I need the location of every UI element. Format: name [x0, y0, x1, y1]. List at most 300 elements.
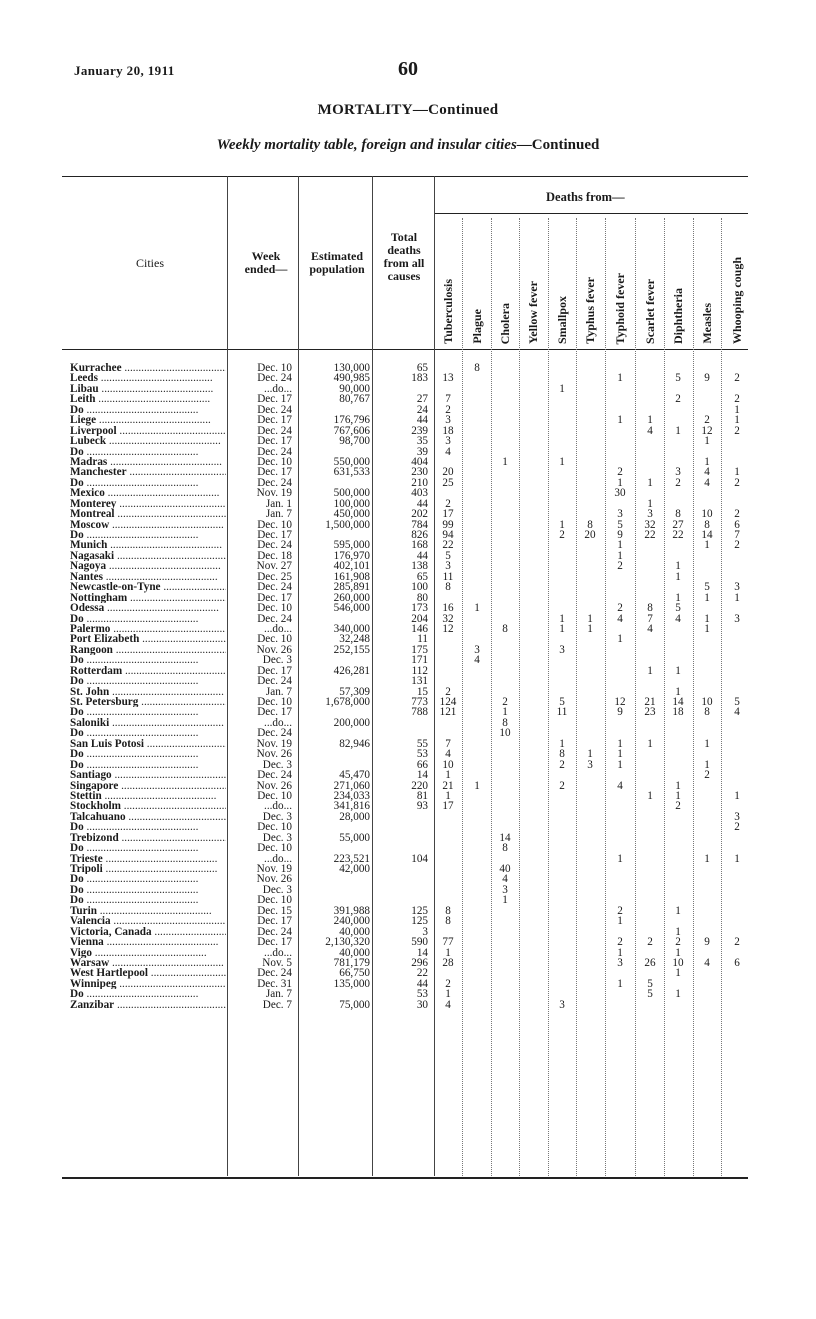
cell-city: Liege ..... — [70, 415, 226, 425]
cell-deaths: 1 — [559, 518, 565, 531]
cell-population: 223,521 — [333, 852, 370, 865]
cell-deaths: 1 — [474, 779, 480, 792]
cell-city: Montreal ..... — [70, 509, 226, 519]
table-row — [0, 843, 816, 853]
cell-total-deaths: 788 — [411, 706, 428, 719]
cell-deaths: 1 — [734, 403, 740, 416]
cell-deaths: 22 — [442, 539, 454, 552]
table-row — [0, 603, 816, 613]
cell-city: Do ..... — [70, 614, 226, 624]
cell-deaths: 2 — [704, 769, 710, 782]
cell-deaths: 1 — [617, 539, 623, 552]
cell-deaths: 6 — [734, 956, 740, 969]
cell-week-ended: Dec. 3 — [262, 758, 292, 771]
cell-deaths: 2 — [734, 508, 740, 521]
cell-deaths: 3 — [734, 581, 740, 594]
table-row — [0, 906, 816, 916]
cell-deaths: 2 — [734, 393, 740, 406]
cell-deaths: 1 — [704, 737, 710, 750]
table-row — [0, 958, 816, 968]
cell-deaths: 1 — [617, 633, 623, 646]
col-header-disease: Yellow fever — [526, 281, 540, 344]
cell-week-ended: ...do... — [264, 946, 292, 959]
cell-total-deaths: 404 — [411, 455, 428, 468]
cell-week-ended: Dec. 24 — [257, 403, 292, 416]
cell-deaths: 2 — [734, 476, 740, 489]
cell-deaths: 2 — [734, 539, 740, 552]
cell-city: Port Elizabeth ..... — [70, 634, 226, 644]
cell-deaths: 2 — [617, 466, 623, 479]
cell-population: 98,700 — [339, 435, 370, 448]
cell-population: 341,816 — [333, 800, 370, 813]
col-header-disease: Typhus fever — [583, 277, 597, 344]
cell-week-ended: Dec. 24 — [257, 925, 292, 938]
table-row — [0, 551, 816, 561]
cell-deaths: 1 — [675, 967, 681, 980]
cell-population: 57,309 — [339, 685, 370, 698]
cell-deaths: 8 — [502, 842, 508, 855]
cell-deaths: 12 — [442, 622, 454, 635]
cell-week-ended: Dec. 24 — [257, 967, 292, 980]
cell-deaths: 5 — [675, 602, 681, 615]
cell-deaths: 1 — [502, 455, 508, 468]
table-row — [0, 864, 816, 874]
cell-week-ended: Dec. 24 — [257, 727, 292, 740]
cell-week-ended: Dec. 31 — [257, 977, 292, 990]
table-subtitle — [0, 137, 816, 154]
cell-deaths: 1 — [704, 455, 710, 468]
cell-deaths: 1 — [734, 414, 740, 427]
cell-week-ended: Nov. 26 — [256, 779, 292, 792]
cell-deaths: 2 — [675, 936, 681, 949]
cell-population: 550,000 — [333, 455, 370, 468]
cell-week-ended: Jan. 7 — [265, 508, 292, 521]
cell-total-deaths: 590 — [411, 936, 428, 949]
cell-city: Palermo ..... — [70, 624, 226, 634]
cell-city: Lubeck ..... — [70, 436, 226, 446]
cell-population: 781,179 — [333, 956, 370, 969]
cell-city: Talcahuano ..... — [70, 812, 226, 822]
cell-deaths: 4 — [617, 779, 623, 792]
table-bottom-rule — [62, 1177, 748, 1179]
cell-city: Saloniki ..... — [70, 718, 226, 728]
table-row — [0, 467, 816, 477]
table-row — [0, 593, 816, 603]
cell-week-ended: Dec. 17 — [257, 591, 292, 604]
cell-week-ended: Dec. 10 — [257, 821, 292, 834]
cell-deaths: 25 — [442, 476, 454, 489]
cell-week-ended: Dec. 10 — [257, 696, 292, 708]
cell-city: Madras ..... — [70, 457, 226, 467]
cell-city: Do ..... — [70, 478, 226, 488]
deaths-from-rule — [434, 213, 748, 214]
cell-population: 40,000 — [339, 946, 370, 959]
cell-deaths: 6 — [734, 518, 740, 531]
cell-city: Nantes ..... — [70, 572, 226, 582]
cell-deaths: 4 — [704, 956, 710, 969]
cell-deaths: 1 — [675, 988, 681, 1001]
table-body — [0, 363, 816, 1010]
cell-deaths: 2 — [675, 476, 681, 489]
cell-population: 1,678,000 — [325, 696, 370, 708]
cell-city: Rangoon ..... — [70, 645, 226, 655]
cell-deaths: 2 — [445, 977, 451, 990]
cell-deaths: 1 — [617, 977, 623, 990]
cell-deaths: 7 — [647, 612, 653, 625]
cell-population: 90,000 — [339, 382, 370, 395]
cell-total-deaths: 65 — [416, 570, 428, 583]
cell-deaths: 3 — [445, 435, 451, 448]
cell-city: Turin ..... — [70, 906, 226, 916]
cell-population: 500,000 — [333, 487, 370, 500]
cell-population: 55,000 — [339, 831, 370, 844]
cell-week-ended: Dec. 17 — [257, 529, 292, 541]
cell-total-deaths: 210 — [411, 476, 428, 489]
cell-population: 2,130,320 — [325, 936, 370, 949]
cell-city: Tripoli ..... — [70, 864, 226, 874]
cell-deaths: 4 — [445, 445, 451, 458]
cell-deaths: 1 — [559, 612, 565, 625]
cell-city: Moscow ..... — [70, 520, 226, 530]
cell-week-ended: Nov. 19 — [256, 737, 292, 750]
cell-city: Trieste ..... — [70, 854, 226, 864]
cell-week-ended: Dec. 24 — [257, 424, 292, 437]
col-header-total: Total deaths from all causes — [383, 230, 425, 283]
cell-city: Rotterdam ..... — [70, 666, 226, 676]
table-row — [0, 770, 816, 780]
cell-week-ended: Nov. 27 — [256, 560, 292, 573]
table-row — [0, 645, 816, 655]
cell-week-ended: Dec. 10 — [257, 633, 292, 646]
cell-week-ended: Dec. 3 — [262, 654, 292, 667]
table-row — [0, 728, 816, 738]
cell-week-ended: Dec. 17 — [257, 664, 292, 677]
cell-deaths: 1 — [559, 737, 565, 750]
cell-week-ended: Nov. 19 — [256, 863, 292, 875]
cell-deaths: 1 — [445, 769, 451, 782]
table-top-rule — [62, 176, 748, 177]
cell-deaths: 1 — [675, 424, 681, 437]
cell-total-deaths: 239 — [411, 424, 428, 437]
cell-deaths: 1 — [704, 612, 710, 625]
cell-deaths: 18 — [672, 706, 684, 719]
cell-deaths: 1 — [617, 372, 623, 385]
table-row — [0, 561, 816, 571]
table-row — [0, 687, 816, 697]
cell-city: Do ..... — [70, 655, 226, 665]
table-row — [0, 801, 816, 811]
cell-deaths: 23 — [644, 706, 656, 719]
table-row — [0, 676, 816, 686]
cell-deaths: 1 — [675, 779, 681, 792]
table-row — [0, 394, 816, 404]
cell-deaths: 8 — [445, 904, 451, 917]
cell-week-ended: ...do... — [264, 852, 292, 865]
cell-deaths: 1 — [675, 789, 681, 802]
cell-total-deaths: 131 — [411, 675, 428, 688]
cell-deaths: 99 — [442, 518, 454, 531]
table-row — [0, 833, 816, 843]
cell-total-deaths: 230 — [411, 466, 428, 479]
cell-total-deaths: 403 — [411, 487, 428, 500]
cell-population: 252,155 — [333, 643, 370, 656]
cell-population: 66,750 — [339, 967, 370, 980]
cell-deaths: 4 — [734, 706, 740, 719]
cell-city: Do ..... — [70, 989, 226, 999]
page-date: January 20, 1911 — [74, 63, 175, 78]
table-row — [0, 384, 816, 394]
table-row — [0, 488, 816, 498]
cell-week-ended: Dec. 10 — [257, 894, 292, 907]
table-row — [0, 530, 816, 540]
cell-week-ended: Dec. 17 — [257, 414, 292, 427]
cell-total-deaths: 15 — [416, 685, 428, 698]
cell-week-ended: Dec. 10 — [257, 789, 292, 802]
cell-city: Do ..... — [70, 530, 226, 540]
cell-week-ended: Dec. 24 — [257, 769, 292, 782]
cell-week-ended: Dec. 10 — [257, 842, 292, 855]
cell-deaths: 12 — [701, 424, 713, 437]
cell-deaths: 9 — [704, 936, 710, 949]
cell-deaths: 3 — [617, 508, 623, 521]
cell-deaths: 11 — [442, 570, 454, 583]
cell-population: 45,470 — [339, 769, 370, 782]
cell-deaths: 3 — [559, 643, 565, 656]
cell-deaths: 2 — [734, 821, 740, 834]
cell-deaths: 3 — [502, 883, 508, 896]
cell-city: Do ..... — [70, 822, 226, 832]
cell-city: Leeds ..... — [70, 373, 226, 383]
cell-deaths: 1 — [559, 455, 565, 468]
table-row — [0, 478, 816, 488]
cell-deaths: 1 — [675, 685, 681, 698]
cell-total-deaths: 44 — [416, 977, 428, 990]
cell-week-ended: Dec. 3 — [262, 810, 292, 823]
cell-deaths: 3 — [559, 998, 565, 1011]
cell-city: Libau ..... — [70, 384, 226, 394]
table-row — [0, 812, 816, 822]
table-row — [0, 666, 816, 676]
cell-total-deaths: 53 — [416, 988, 428, 1001]
cell-deaths: 20 — [442, 466, 454, 479]
table-row — [0, 968, 816, 978]
table-row — [0, 927, 816, 937]
cell-deaths: 17 — [442, 508, 454, 521]
table-row — [0, 707, 816, 717]
cell-week-ended: ...do... — [264, 622, 292, 635]
cell-city: St. Petersburg ..... — [70, 697, 226, 707]
cell-city: Winnipeg ..... — [70, 979, 226, 989]
cell-deaths: 8 — [502, 622, 508, 635]
cell-week-ended: Dec. 18 — [257, 549, 292, 562]
table-row — [0, 520, 816, 530]
cell-city: Stockholm ..... — [70, 801, 226, 811]
cell-population: 176,970 — [333, 549, 370, 562]
cell-deaths: 14 — [499, 831, 511, 844]
table-row — [0, 989, 816, 999]
table-row — [0, 749, 816, 759]
cell-total-deaths: 44 — [416, 549, 428, 562]
cell-week-ended: Nov. 26 — [256, 643, 292, 656]
cell-total-deaths: 183 — [411, 372, 428, 385]
cell-population: 285,891 — [333, 581, 370, 594]
cell-deaths: 2 — [734, 372, 740, 385]
cell-population: 240,000 — [333, 915, 370, 928]
table-row — [0, 760, 816, 770]
cell-deaths: 1 — [734, 466, 740, 479]
cell-deaths: 3 — [647, 508, 653, 521]
cell-deaths: 4 — [445, 998, 451, 1011]
cell-deaths: 1 — [704, 622, 710, 635]
cell-deaths: 26 — [644, 956, 656, 969]
col-header-week: Week ended— — [244, 249, 288, 276]
cell-deaths: 1 — [617, 758, 623, 771]
cell-deaths: 5 — [617, 518, 623, 531]
table-row — [0, 655, 816, 665]
table-row — [0, 822, 816, 832]
table-row — [0, 447, 816, 457]
cell-total-deaths: 220 — [411, 779, 428, 792]
subtitle-italic: Weekly mortality table, foreign and insular cities — [216, 137, 517, 153]
cell-deaths: 3 — [587, 758, 593, 771]
cell-deaths: 3 — [734, 810, 740, 823]
cell-city: Valencia ..... — [70, 916, 226, 926]
cell-total-deaths: 171 — [411, 654, 428, 667]
cell-city: Monterey ..... — [70, 499, 226, 509]
cell-population: 426,281 — [333, 664, 370, 677]
cell-deaths: 8 — [502, 716, 508, 729]
cell-deaths: 2 — [617, 602, 623, 615]
cell-week-ended: Nov. 26 — [256, 873, 292, 886]
col-header-disease: Cholera — [498, 302, 512, 344]
cell-week-ended: Dec. 24 — [257, 675, 292, 688]
cell-deaths: 2 — [502, 696, 508, 708]
cell-deaths: 5 — [647, 988, 653, 1001]
cell-deaths: 4 — [445, 748, 451, 761]
col-header-disease: Smallpox — [555, 295, 569, 344]
cell-week-ended: Dec. 17 — [257, 915, 292, 928]
cell-week-ended: Jan. 7 — [265, 685, 292, 698]
cell-population: 767,606 — [333, 424, 370, 437]
cell-deaths: 2 — [675, 393, 681, 406]
cell-deaths: 3 — [474, 643, 480, 656]
col-header-cities: Cities — [135, 256, 164, 270]
cell-deaths: 8 — [445, 915, 451, 928]
cell-city: San Luis Potosi ..... — [70, 739, 226, 749]
cell-total-deaths: 204 — [411, 612, 428, 625]
cell-week-ended: Dec. 24 — [257, 476, 292, 489]
cell-city: Do ..... — [70, 874, 226, 884]
subtitle-tail: —Continued — [516, 137, 600, 153]
cell-city: Do ..... — [70, 895, 226, 905]
table-row — [0, 634, 816, 644]
cell-deaths: 4 — [647, 622, 653, 635]
cell-deaths: 2 — [559, 529, 565, 541]
table-row — [0, 718, 816, 728]
cell-deaths: 2 — [734, 936, 740, 949]
cell-total-deaths: 125 — [411, 915, 428, 928]
cell-population: 546,000 — [333, 602, 370, 615]
cell-city: Kurrachee ..... — [70, 363, 226, 373]
cell-deaths: 4 — [647, 424, 653, 437]
cell-deaths: 10 — [499, 727, 511, 740]
cell-city: Victoria, Canada ..... — [70, 927, 226, 937]
cell-total-deaths: 773 — [411, 696, 428, 708]
cell-deaths: 1 — [647, 414, 653, 427]
cell-deaths: 1 — [704, 591, 710, 604]
cell-week-ended: ...do... — [264, 382, 292, 395]
cell-week-ended: Nov. 26 — [256, 748, 292, 761]
cell-week-ended: Dec. 17 — [257, 936, 292, 949]
cell-total-deaths: 93 — [416, 800, 428, 813]
cell-deaths: 1 — [617, 946, 623, 959]
cell-population: 100,000 — [333, 497, 370, 510]
cell-deaths: 3 — [675, 466, 681, 479]
cell-deaths: 27 — [672, 518, 684, 531]
table-row — [0, 540, 816, 550]
cell-deaths: 20 — [584, 529, 596, 541]
cell-deaths: 2 — [647, 936, 653, 949]
table-row — [0, 1000, 816, 1010]
cell-deaths: 8 — [704, 706, 710, 719]
col-header-disease: Diphtheria — [671, 287, 685, 344]
cell-deaths: 1 — [675, 591, 681, 604]
cell-deaths: 1 — [675, 904, 681, 917]
cell-week-ended: Dec. 17 — [257, 393, 292, 406]
cell-deaths: 11 — [556, 706, 568, 719]
table-row — [0, 979, 816, 989]
cell-deaths: 22 — [644, 529, 656, 541]
table-row — [0, 624, 816, 634]
cell-week-ended: Dec. 25 — [257, 570, 292, 583]
cell-city: Vigo ..... — [70, 948, 226, 958]
cell-deaths: 1 — [704, 435, 710, 448]
cell-population: 450,000 — [333, 508, 370, 521]
col-header-disease: Tuberculosis — [441, 279, 455, 344]
cell-total-deaths: 784 — [411, 518, 428, 531]
cell-deaths: 5 — [647, 977, 653, 990]
cell-deaths: 5 — [559, 696, 565, 708]
cell-population: 595,000 — [333, 539, 370, 552]
cell-deaths: 1 — [617, 748, 623, 761]
cell-deaths: 13 — [442, 372, 454, 385]
cell-city: Do ..... — [70, 728, 226, 738]
cell-week-ended: Jan. 1 — [265, 497, 292, 510]
col-header-disease: Whooping cough — [730, 256, 744, 344]
col-header-pop: Estimated population — [309, 249, 365, 276]
cell-week-ended: Nov. 19 — [256, 487, 292, 500]
cell-population: 42,000 — [339, 863, 370, 875]
cell-deaths: 1 — [587, 612, 593, 625]
cell-city: Leith ..... — [70, 394, 226, 404]
cell-week-ended: ...do... — [264, 800, 292, 813]
cell-population: 82,946 — [339, 737, 370, 750]
cell-deaths: 1 — [647, 497, 653, 510]
cell-week-ended: Dec. 10 — [257, 602, 292, 615]
cell-city: Liverpool ..... — [70, 426, 226, 436]
cell-total-deaths: 24 — [416, 403, 428, 416]
cell-deaths: 8 — [675, 508, 681, 521]
cell-population: 234,033 — [333, 789, 370, 802]
table-row — [0, 874, 816, 884]
cell-deaths: 1 — [734, 591, 740, 604]
cell-week-ended: Dec. 17 — [257, 706, 292, 719]
cell-total-deaths: 30 — [416, 998, 428, 1011]
cell-week-ended: Dec. 17 — [257, 466, 292, 479]
cell-deaths: 1 — [647, 789, 653, 802]
cell-population: 402,101 — [333, 560, 370, 573]
cell-population: 631,533 — [333, 466, 370, 479]
